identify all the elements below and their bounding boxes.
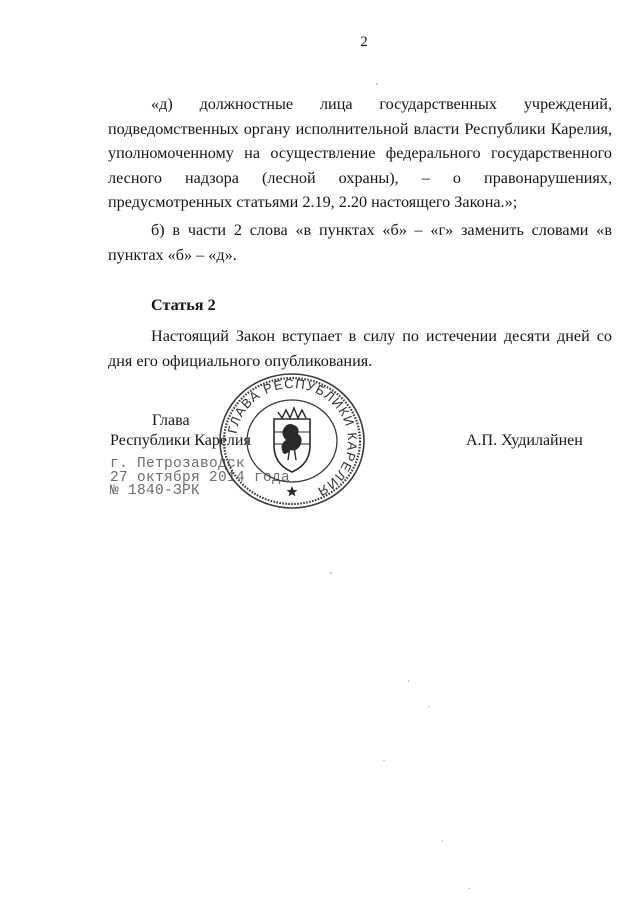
scan-speck <box>442 840 443 842</box>
stamp-number: № 1840-ЗРК <box>110 483 201 499</box>
page-number: 2 <box>360 34 368 50</box>
scan-speck <box>330 572 332 574</box>
official-seal <box>218 372 366 510</box>
karelia-coat-of-arms-icon <box>274 408 310 472</box>
seal-ring-text: ГЛАВА РЕСПУБЛИКИ КАРЕЛИЯ <box>224 375 361 500</box>
seal-star-icon <box>287 486 298 496</box>
scan-speck <box>468 888 470 889</box>
stamp-city: г. Петрозаводск <box>110 456 246 472</box>
stamp-date: 27 октября 2014 года <box>110 469 291 486</box>
signatory-name: А.П. Худилайнен <box>466 432 583 449</box>
signatory-title-line1: Глава <box>152 412 190 429</box>
paragraph-item-b: б) в части 2 слова «в пунктах «б» – «г» заменить словами «в пунктах «б» – «д». <box>108 221 612 264</box>
scan-speck <box>376 83 378 85</box>
scan-speck <box>408 680 409 682</box>
paragraph-item-d: «д) должностные лица государственных учреждений, подведомственных органу исполнительной власти Республики Карелия, уполномоченному на осуществление федерального государственного лесного надзора (лесной охраны), – о правонарушениях, предусмотренных статьями 2.19, 2.20 настоящего Закона.»; <box>108 95 612 211</box>
paragraph-law-effect: Настоящий Закон вступает в силу по истечении десяти дней со дня его официального опубликования. <box>108 327 612 370</box>
article-heading: Статья 2 <box>151 296 216 314</box>
scan-speck <box>383 760 385 761</box>
signatory-title-line2: Республики Карелия <box>110 432 251 449</box>
scan-speck <box>428 706 430 707</box>
